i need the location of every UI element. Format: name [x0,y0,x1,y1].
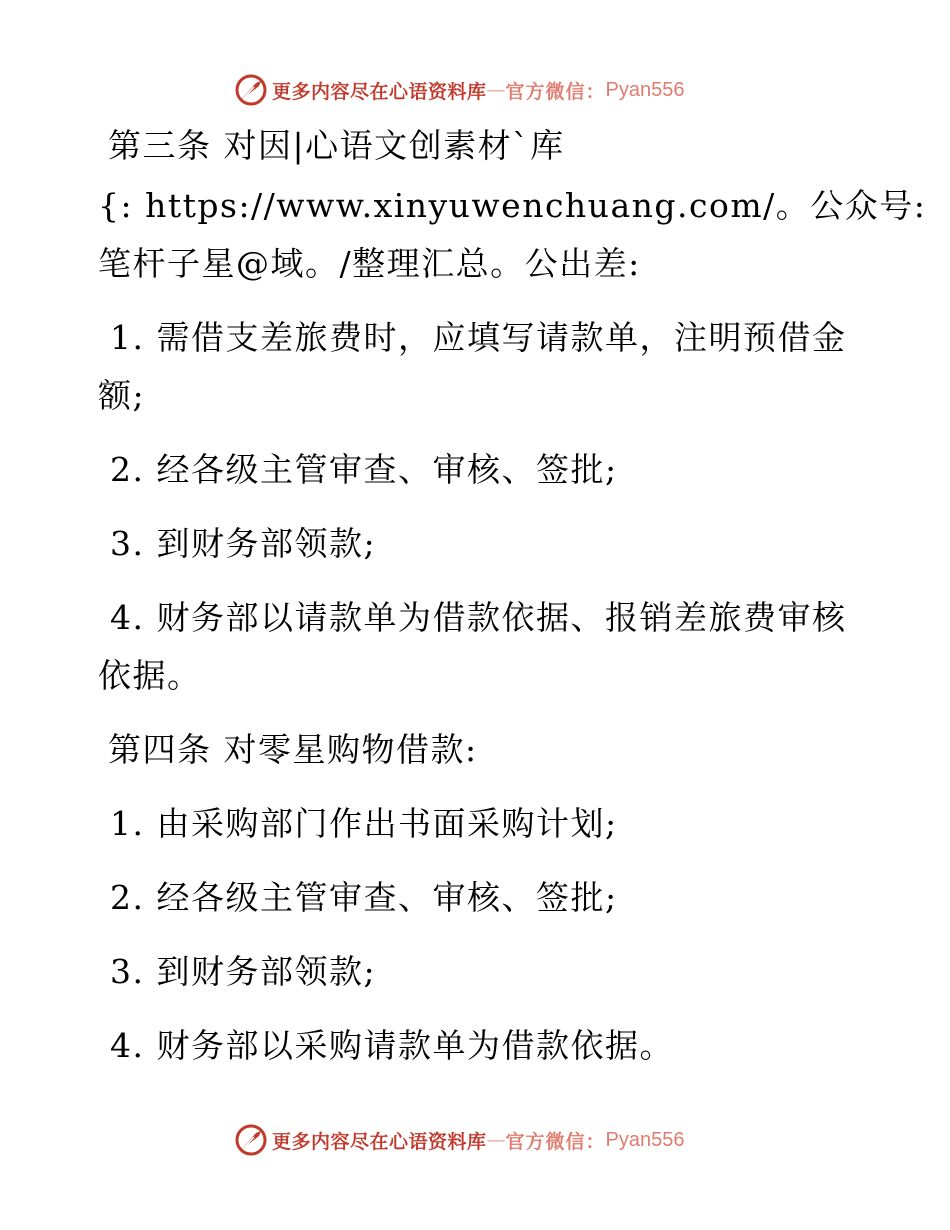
banner-wechat-handle: Pyan556 [605,78,685,101]
list-item: 3. 到财务部领款; [110,524,377,563]
list-item: 4. 财务部以请款单为借款依据、报销差旅费审核 [110,598,847,637]
article-3-heading: 第三条 对因|心语文创素材`库 [108,126,565,165]
banner-title: 更多内容尽在心语资料库 [272,80,487,103]
banner-wechat-handle: Pyan556 [605,1128,685,1151]
article-4-heading: 第四条 对零星购物借款: [108,730,478,769]
body-line: {: https://www.xinyuwenchuang.com/。公众号: [98,186,927,225]
quill-pen-logo-icon [234,73,268,107]
banner-wechat-label: 官方微信： [505,1130,606,1153]
list-item: 3. 到财务部领款; [110,952,377,991]
list-item: 1. 需借支差旅费时，应填写请款单，注明预借金 [110,318,847,357]
body-line: 笔杆子星@域。/整理汇总。公出差: [98,244,641,283]
list-item-continuation: 额; [98,376,146,415]
quill-pen-logo-icon [234,1123,268,1157]
list-item-continuation: 依据。 [98,656,202,695]
header-banner [234,72,685,108]
banner-separator: — [486,1129,506,1151]
banner-wechat-label: 官方微信： [505,80,606,103]
list-item: 1. 由采购部门作出书面采购计划; [110,804,618,843]
list-item: 2. 经各级主管审查、审核、签批; [110,878,618,917]
footer-banner [234,1122,685,1158]
banner-title: 更多内容尽在心语资料库 [272,1130,487,1153]
list-item: 2. 经各级主管审查、审核、签批; [110,450,618,489]
list-item: 4. 财务部以采购请款单为借款依据。 [110,1026,674,1065]
banner-separator: — [486,79,506,101]
